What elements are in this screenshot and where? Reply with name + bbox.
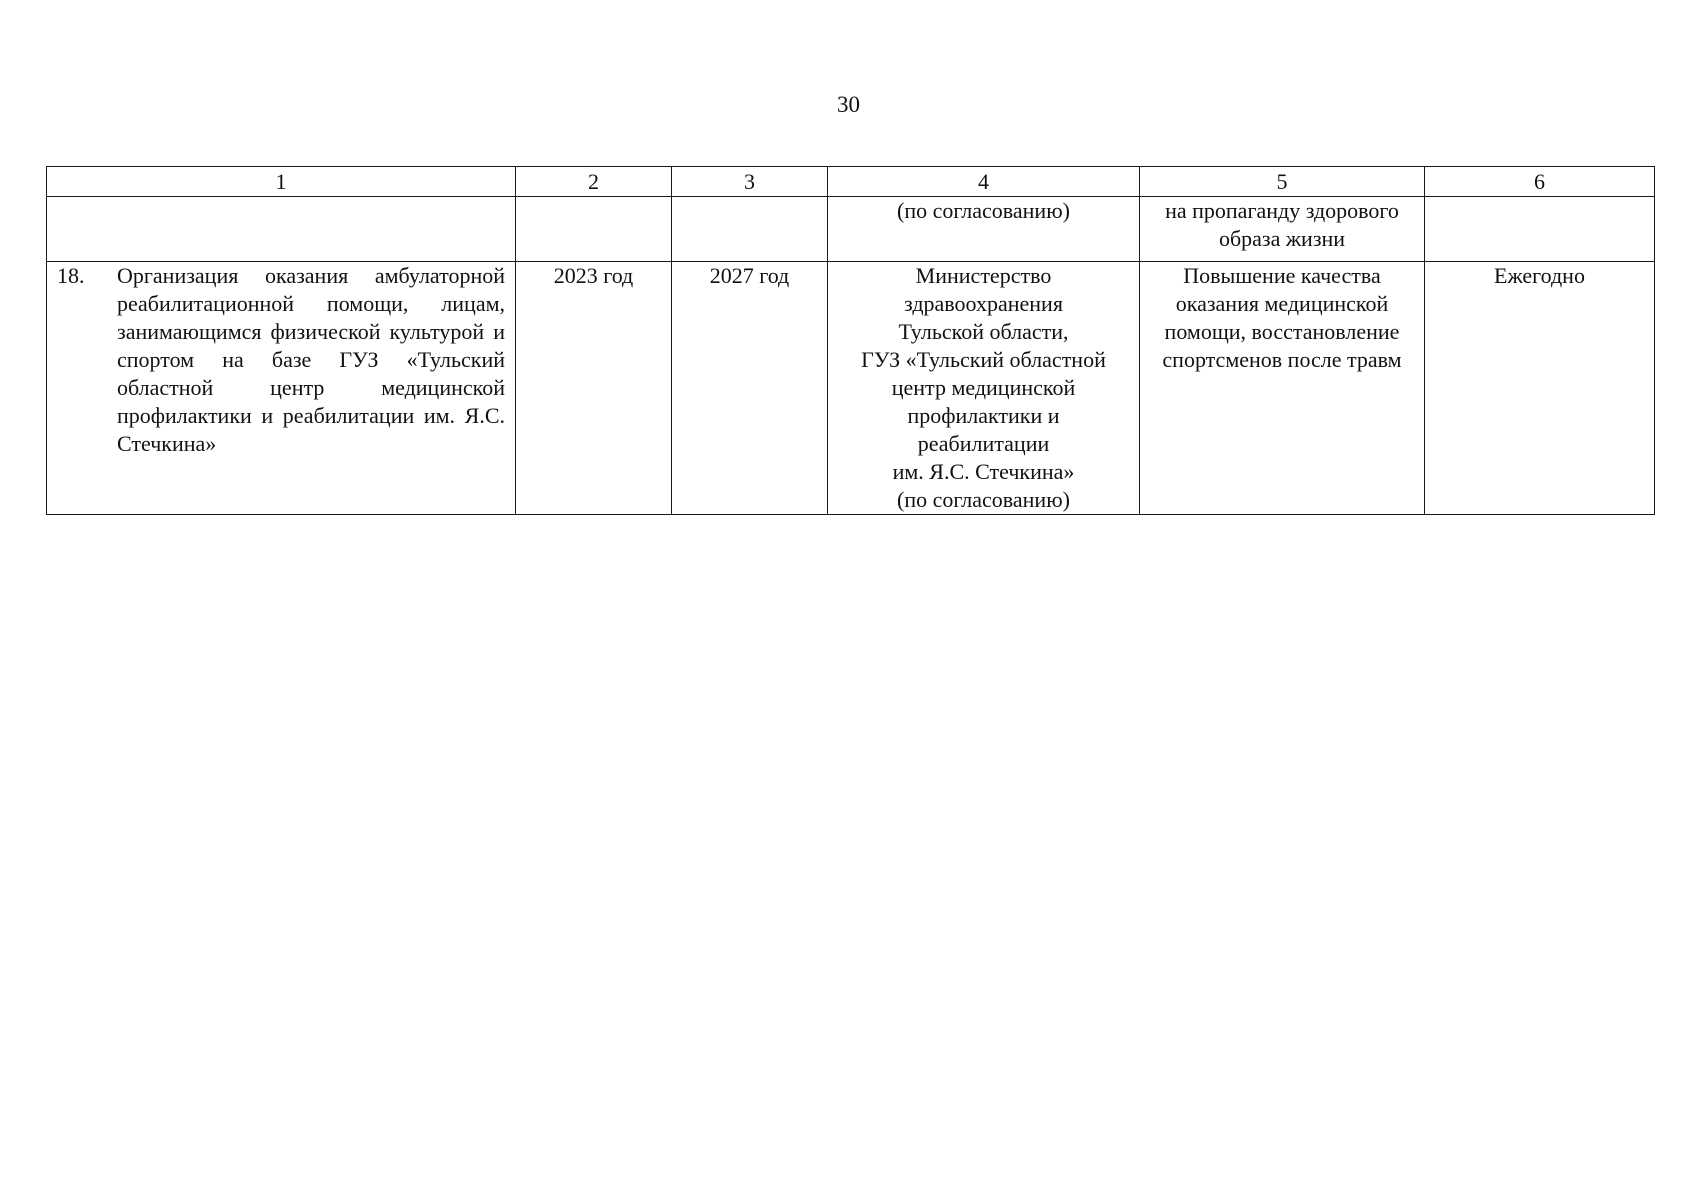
column-number-1: 1: [47, 167, 516, 197]
continuation-col1: [47, 197, 516, 262]
row-number: 18.: [57, 263, 85, 288]
column-number-row: [47, 167, 1655, 197]
column-number-6: 6: [1425, 167, 1655, 197]
continuation-col3: [672, 197, 828, 262]
measures-table: [46, 166, 1655, 515]
measure-description: Организация оказания амбулаторной реабилитационной помощи, лицам, занимающимся физической культурой и спортом на базе ГУЗ «Тульский областной центр медицинской профилактики и реабилитации им. Я.С. Стечкина»: [117, 263, 505, 456]
table-row-18: [47, 262, 1655, 515]
column-number-2: 2: [516, 167, 672, 197]
page-number: 30: [837, 92, 860, 117]
column-number-3: 3: [672, 167, 828, 197]
continuation-col6: [1425, 197, 1655, 262]
measure-cell: [47, 262, 516, 515]
column-number-4: 4: [828, 167, 1140, 197]
continuation-executor: (по согласованию): [828, 197, 1140, 262]
executor: Министерство здравоохранения Тульской области, ГУЗ «Тульский областной центр медицинской профилактики и реабилитации им. Я.С. Стечкина» (по согласованию): [828, 262, 1140, 515]
column-number-5: 5: [1140, 167, 1425, 197]
continuation-row: [47, 197, 1655, 262]
continuation-col2: [516, 197, 672, 262]
end-year: 2027 год: [672, 262, 828, 515]
expected-result: Повышение качества оказания медицинской помощи, восстановление спортсменов после травм: [1140, 262, 1425, 515]
periodicity: Ежегодно: [1425, 262, 1655, 515]
continuation-result: на пропаганду здорового образа жизни: [1140, 197, 1425, 262]
start-year: 2023 год: [516, 262, 672, 515]
